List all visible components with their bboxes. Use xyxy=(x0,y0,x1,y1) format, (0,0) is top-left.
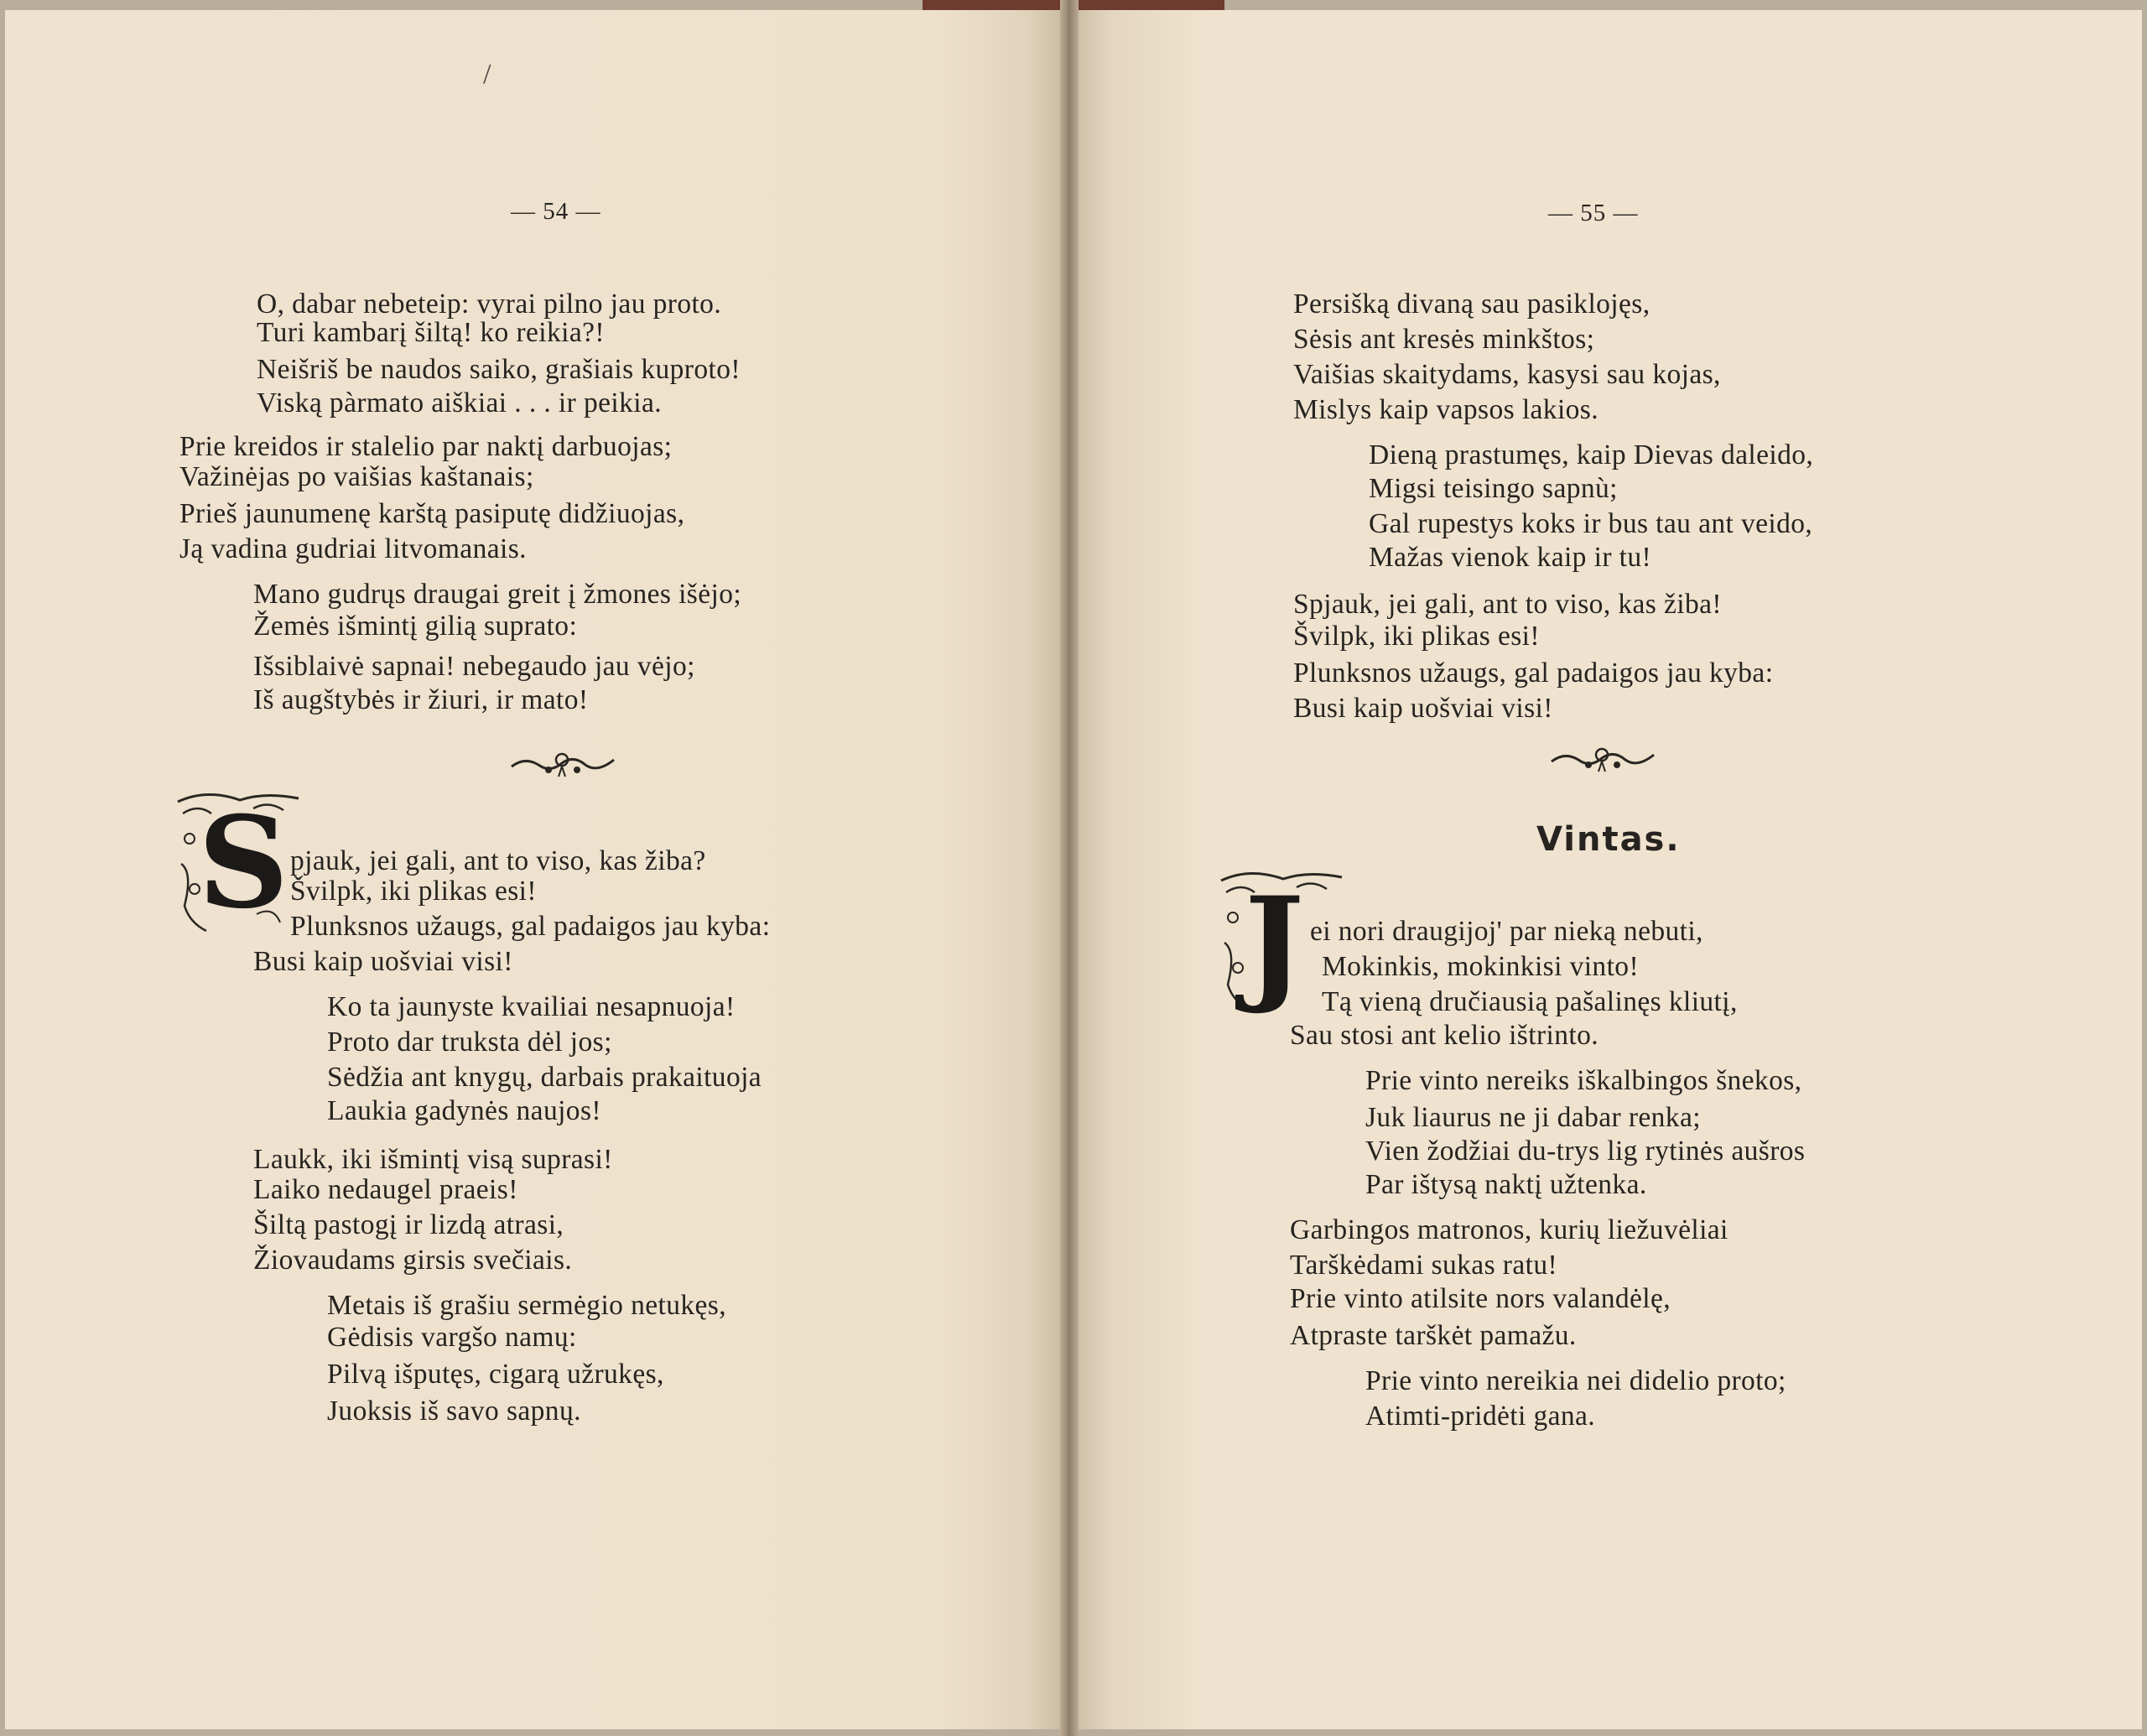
text-line: O, dabar nebeteip: vyrai pilno jau proto. xyxy=(257,288,722,320)
text-line: Plunksnos užaugs, gal padaigos jau kyba: xyxy=(1293,657,1774,689)
text-line: Prie vinto nereiks iškalbingos šnekos, xyxy=(1365,1065,1802,1096)
text-line: Gėdisis vargšo namų: xyxy=(327,1322,577,1353)
text-line: Neišriš be naudos saiko, grašiais kuproto! xyxy=(257,354,741,385)
text-line: Vien žodžiai du-trys lig rytinės aušros xyxy=(1365,1136,1806,1167)
text-line: Prie vinto atilsite nors valandėlę, xyxy=(1290,1283,1671,1314)
text-line: Juk liaurus ne ji dabar renka; xyxy=(1365,1102,1701,1133)
text-line: Tą vieną dručiausią pašalinęs kliutį, xyxy=(1322,986,1738,1017)
text-line: Švilpk, iki plikas esi! xyxy=(1293,621,1540,652)
text-line: Laiko nedaugel praeis! xyxy=(253,1174,518,1205)
text-line: Gal rupestys koks ir bus tau ant veido, xyxy=(1369,508,1813,539)
text-line: Mislys kaip vapsos lakios. xyxy=(1293,394,1599,425)
text-line: Turi kambarį šiltą! ko reikia?! xyxy=(257,317,605,348)
right-page xyxy=(1079,10,2142,1729)
pencil-mark: / xyxy=(483,59,491,90)
text-line: Žemės išmintį gilią suprato: xyxy=(253,611,578,642)
text-line: Atpraste tarškėt pamažu. xyxy=(1290,1320,1577,1351)
text-line: Sėdžia ant knygų, darbais prakaituoja xyxy=(327,1062,762,1093)
text-line: Persišką divaną sau pasiklojęs, xyxy=(1293,288,1651,320)
text-line: Ko ta jaunyste kvailiai nesapnuoja! xyxy=(327,991,736,1022)
text-line: Sau stosi ant kelio ištrinto. xyxy=(1290,1020,1599,1051)
text-line: Laukk, iki išmintį visą suprasi! xyxy=(253,1144,613,1175)
text-line: Dieną prastumęs, kaip Dievas daleido, xyxy=(1369,439,1814,470)
text-line: Pilvą išputęs, cigarą užrukęs, xyxy=(327,1359,664,1390)
drop-cap-j: J xyxy=(1216,867,1350,1018)
text-line: Viską pàrmato aiškiai . . . ir peikia. xyxy=(257,387,662,418)
text-line: Spjauk, jei gali, ant to viso, kas žiba! xyxy=(1293,589,1722,620)
text-line: Mažas vienok kaip ir tu! xyxy=(1369,542,1652,573)
text-line: Migsi teisingo sapnù; xyxy=(1369,473,1618,504)
left-page xyxy=(5,10,1060,1729)
text-line: Busi kaip uošviai visi! xyxy=(253,946,513,977)
page-number: — 55 — xyxy=(1548,200,1639,226)
poem-title: Vintas. xyxy=(1536,820,1681,859)
text-line: Žiovaudams girsis svečiais. xyxy=(253,1245,573,1276)
text-line: Busi kaip uošviai visi! xyxy=(1293,693,1553,724)
text-line: Atimti-pridėti gana. xyxy=(1365,1401,1596,1432)
text-line: Prieš jaunumenę karštą pasiputę didžiuojas, xyxy=(179,498,685,529)
page-number: — 54 — xyxy=(511,198,601,225)
text-line: Metais iš grašiu sermėgio netukęs, xyxy=(327,1290,726,1321)
text-line: Vaišias skaitydams, kasysi sau kojas, xyxy=(1293,359,1721,390)
text-line: Išsiblaivė sapnai! nebegaudo jau vėjo; xyxy=(253,651,695,682)
text-line: Mokinkis, mokinkisi vinto! xyxy=(1322,951,1640,982)
drop-cap-s: S xyxy=(173,788,307,939)
floral-ornament-icon xyxy=(508,748,617,780)
text-line: Švilpk, iki plikas esi! xyxy=(290,876,537,907)
text-line: Tarškėdami sukas ratu! xyxy=(1290,1250,1558,1281)
text-line: Par ištysą naktį užtenka. xyxy=(1365,1169,1647,1200)
text-line: Proto dar truksta dėl jos; xyxy=(327,1027,612,1058)
text-line: Važinėjas po vaišias kaštanais; xyxy=(179,461,534,492)
text-line: Juoksis iš savo sapnų. xyxy=(327,1396,581,1427)
floral-ornament-icon xyxy=(1548,743,1657,775)
text-line: Iš augštybės ir žiuri, ir mato! xyxy=(253,684,589,715)
text-line: pjauk, jei gali, ant to viso, kas žiba? xyxy=(290,845,706,876)
text-line: Laukia gadynės naujos! xyxy=(327,1095,601,1126)
text-line: Prie vinto nereikia nei didelio proto; xyxy=(1365,1365,1786,1396)
text-line: Šiltą pastogį ir lizdą atrasi, xyxy=(253,1209,564,1240)
text-line: Garbingos matronos, kurių liežuvėliai xyxy=(1290,1214,1729,1245)
text-line: Ją vadina gudriai litvomanais. xyxy=(179,533,527,564)
book-gutter xyxy=(1060,0,1079,1736)
text-line: ei nori draugijoj' par nieką nebuti, xyxy=(1310,916,1703,947)
text-line: Plunksnos užaugs, gal padaigos jau kyba: xyxy=(290,911,771,942)
text-line: Mano gudrųs draugai greit į žmones išėjo; xyxy=(253,579,742,610)
text-line: Prie kreidos ir stalelio par naktį darbuojas; xyxy=(179,431,673,462)
text-line: Sėsis ant kresės minkštos; xyxy=(1293,324,1595,355)
